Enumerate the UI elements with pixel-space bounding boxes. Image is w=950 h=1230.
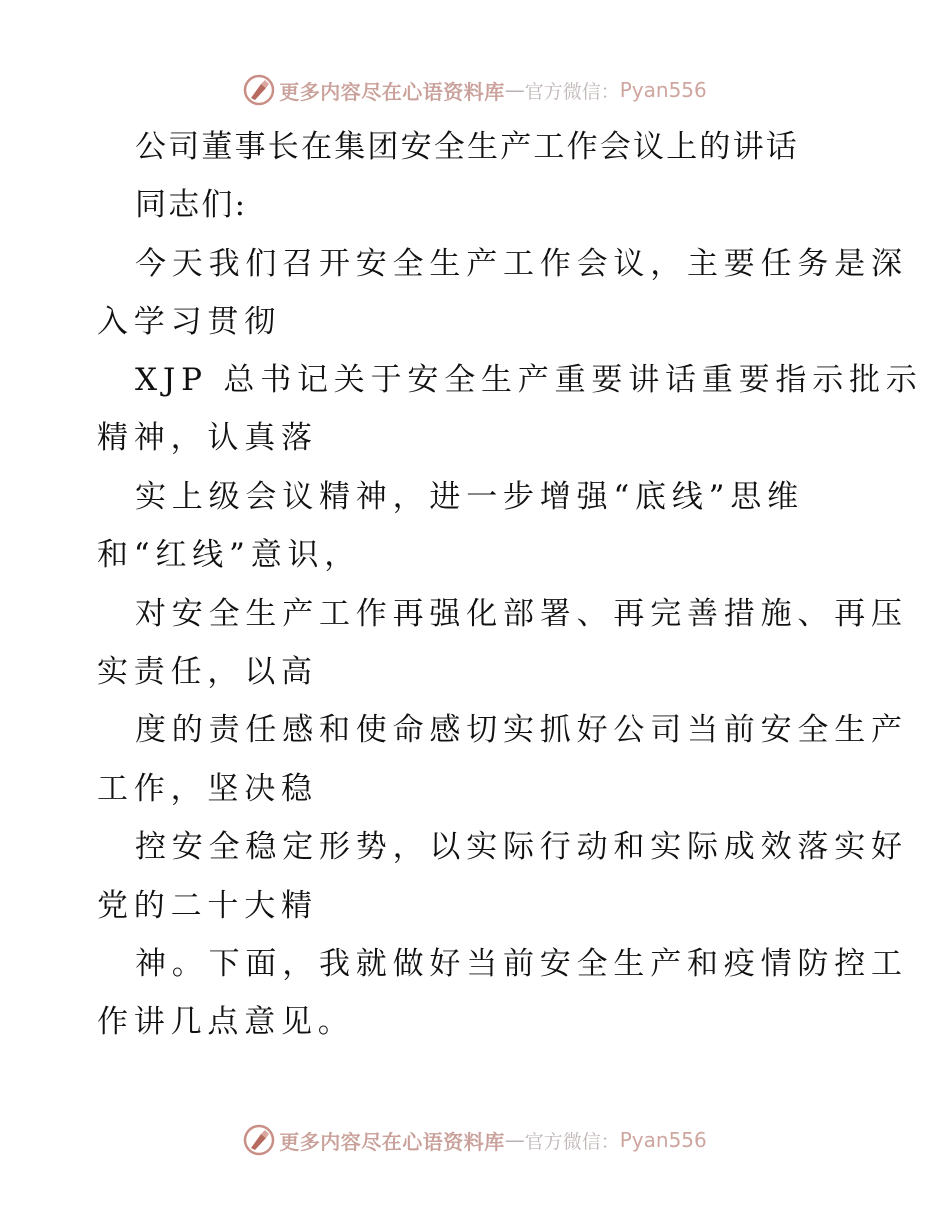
paragraph-line: 神。下面，我就做好当前安全生产和疫情防控工 bbox=[135, 946, 908, 982]
paragraph-line: 今天我们召开安全生产工作会议，主要任务是深 bbox=[135, 246, 908, 282]
watermark-text: 更多内容尽在心语资料库 bbox=[279, 1129, 505, 1154]
paragraph-line: 精神，认真落 bbox=[97, 420, 318, 456]
paragraph-line: 工作，坚决稳 bbox=[97, 771, 318, 807]
document-title: 公司董事长在集团安全生产工作会议上的讲话 bbox=[135, 129, 799, 165]
paragraph-line: XJP 总书记关于安全生产重要讲话重要指示批示 bbox=[135, 362, 923, 398]
paragraph-line: 度的责任感和使命感切实抓好公司当前安全生产 bbox=[135, 712, 908, 748]
paragraph-line: 和“红线”意识， bbox=[97, 537, 362, 573]
watermark-contact-id: Pyan556 bbox=[619, 1128, 707, 1152]
watermark-contact-id: Pyan556 bbox=[619, 78, 707, 102]
footer-watermark bbox=[0, 1120, 950, 1160]
paragraph-line: 实责任，以高 bbox=[97, 654, 318, 690]
paragraph-line: 入学习贯彻 bbox=[97, 304, 281, 340]
pen-nib-logo-icon bbox=[243, 1124, 275, 1156]
watermark-separator: — bbox=[504, 1128, 525, 1152]
paragraph-line: 控安全稳定形势，以实际行动和实际成效落实好 bbox=[135, 829, 908, 865]
watermark-contact-label: 官方微信： bbox=[524, 80, 620, 103]
salutation: 同志们: bbox=[135, 187, 248, 223]
paragraph-line: 党的二十大精 bbox=[97, 888, 318, 924]
watermark-contact-label: 官方微信： bbox=[524, 1130, 620, 1153]
watermark-text: 更多内容尽在心语资料库 bbox=[279, 79, 505, 104]
paragraph-line: 作讲几点意见。 bbox=[97, 1004, 355, 1040]
watermark-separator: — bbox=[504, 78, 525, 102]
paragraph-line: 实上级会议精神，进一步增强“底线”思维 bbox=[135, 479, 804, 515]
paragraph-line: 对安全生产工作再强化部署、再完善措施、再压 bbox=[135, 596, 908, 632]
